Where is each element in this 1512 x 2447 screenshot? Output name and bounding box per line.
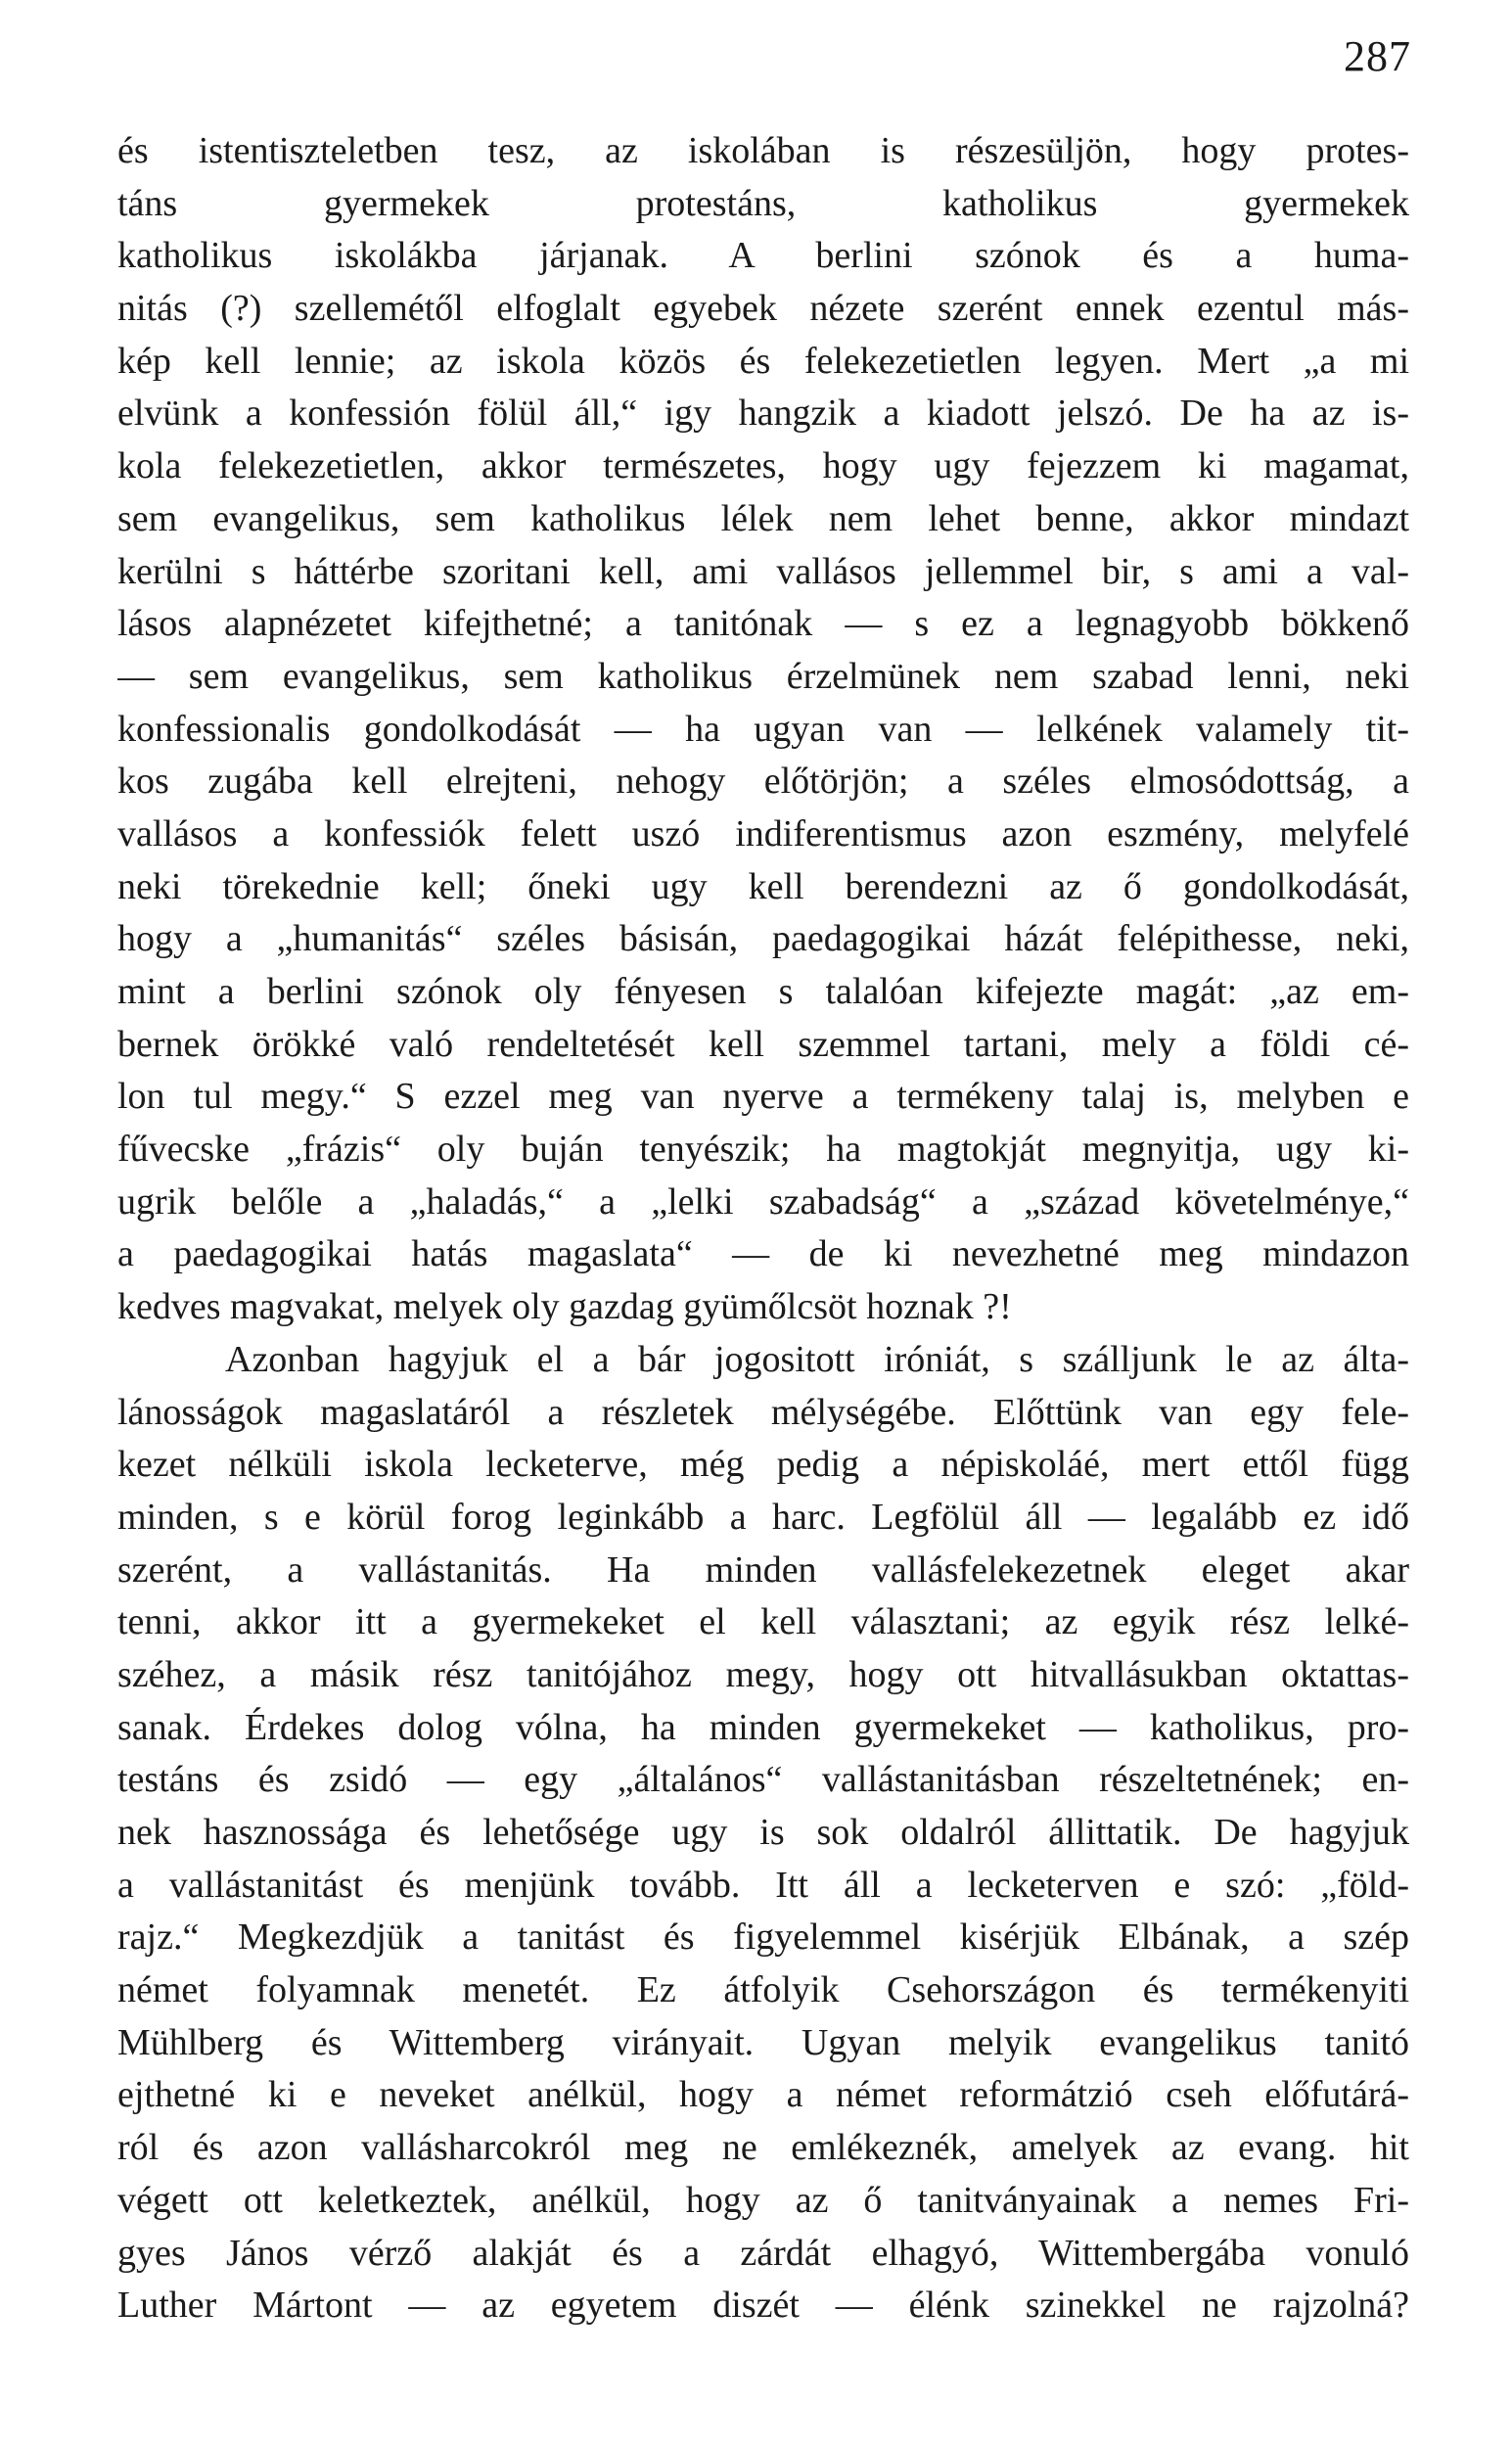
text-line: mint a berlini szónok oly fényesen s talalóan kifejezte magát: „az em- xyxy=(117,971,1409,1012)
text-line: bernek örökké való rendeltetését kell szemmel tartani, mely a földi cé- xyxy=(117,1023,1409,1065)
text-line: kerülni s háttérbe szoritani kell, ami vallásos jellemmel bir, s ami a val- xyxy=(117,550,1409,592)
text-line: széhez, a másik rész tanitójához megy, hogy ott hitvallásukban oktattas- xyxy=(117,1653,1409,1695)
page-number: 287 xyxy=(1344,32,1411,80)
text-line: sanak. Érdekes dolog vólna, ha minden gyermekeket — katholikus, pro- xyxy=(117,1706,1409,1748)
text-line: tenni, akkor itt a gyermekeket el kell választani; az egyik rész lelké- xyxy=(117,1601,1409,1643)
text-line: nitás (?) szellemétől elfoglalt egyebek nézete szerént ennek ezentul más- xyxy=(117,288,1409,330)
text-line: elvünk a konfessión fölül áll,“ igy hangzik a kiadott jelszó. De ha az is- xyxy=(117,392,1409,435)
text-line: — sem evangelikus, sem katholikus érzelmünek nem szabad lenni, neki xyxy=(117,655,1409,697)
text-line: minden, s e körül forog leginkább a harc. Legfölül áll — legalább ez idő xyxy=(117,1496,1409,1538)
text-line: lásos alapnézetet kifejthetné; a tanitónak — s ez a legnagyobb bökkenő xyxy=(117,603,1409,645)
text-line: Luther Mártont — az egyetem diszét — élénk szinekkel ne rajzolná? xyxy=(117,2285,1409,2327)
text-line: a paedagogikai hatás magaslata“ — de ki nevezhetné meg mindazon xyxy=(117,1233,1409,1275)
text-line: nek hasznossága és lehetősége ugy is sok oldalról állittatik. De hagyjuk xyxy=(117,1812,1409,1853)
text-line: a vallástanitást és menjünk tovább. Itt áll a lecketerven e szó: „föld- xyxy=(117,1864,1409,1906)
text-line: ról és azon vallásharcokról meg ne emlékeznék, amelyek az evang. hit xyxy=(117,2127,1409,2169)
text-line: ejthetné ki e neveket anélkül, hogy a német reformátzió cseh előfutárá- xyxy=(117,2074,1409,2116)
text-line: kedves magvakat, melyek oly gazdag gyümőlcsöt hoznak ?! xyxy=(117,1286,1012,1328)
text-line: ugrik belőle a „haladás,“ a „lelki szabadság“ a „század követelménye,“ xyxy=(117,1180,1409,1223)
text-line: Mühlberg és Wittemberg virányait. Ugyan melyik evangelikus tanitó xyxy=(117,2021,1409,2063)
text-line: gyes János vérző alakját és a zárdát elhagyó, Wittembergába vonuló xyxy=(117,2232,1409,2274)
text-line: kola felekezetietlen, akkor természetes, hogy ugy fejezzem ki magamat, xyxy=(117,445,1409,487)
text-line: sem evangelikus, sem katholikus lélek nem lehet benne, akkor mindazt xyxy=(117,497,1409,539)
text-line: táns gyermekek protestáns, katholikus gyermekek xyxy=(117,182,1409,224)
text-line: lánosságok magaslatáról a részletek mélységébe. Előttünk van egy fele- xyxy=(117,1391,1409,1433)
text-line: kép kell lennie; az iskola közös és felekezetietlen legyen. Mert „a mi xyxy=(117,340,1409,382)
text-line: fűvecske „frázis“ oly buján tenyészik; ha magtokját megnyitja, ugy ki- xyxy=(117,1129,1409,1171)
text-line: Azonban hagyjuk el a bár jogositott iróniát, s szálljunk le az álta- xyxy=(225,1338,1409,1380)
text-line: konfessionalis gondolkodását — ha ugyan van — lelkének valamely tit- xyxy=(117,708,1409,750)
body-text xyxy=(117,125,1409,2332)
text-line: német folyamnak menetét. Ez átfolyik Csehországon és termékenyiti xyxy=(117,1969,1409,2011)
text-line: kos zugába kell elrejteni, nehogy előtörjön; a széles elmosódottság, a xyxy=(117,761,1409,803)
text-line: vallásos a konfessiók felett uszó indiferentismus azon eszmény, melyfelé xyxy=(117,812,1409,854)
text-line: katholikus iskolákba járjanak. A berlini szónok és a huma- xyxy=(117,235,1409,277)
text-line: neki törekednie kell; őneki ugy kell berendezni az ő gondolkodását, xyxy=(117,865,1409,907)
text-line: szerént, a vallástanitás. Ha minden vallásfelekezetnek eleget akar xyxy=(117,1548,1409,1591)
text-line: és istentiszteletben tesz, az iskolában is részesüljön, hogy protes- xyxy=(117,130,1409,171)
text-line: testáns és zsidó — egy „általános“ vallástanitásban részeltetnének; en- xyxy=(117,1759,1409,1801)
text-line: rajz.“ Megkezdjük a tanitást és figyelemmel kisérjük Elbának, a szép xyxy=(117,1916,1409,1959)
text-line: kezet nélküli iskola lecketerve, még pedig a népiskoláé, mert ettől függ xyxy=(117,1444,1409,1486)
text-line: lon tul megy.“ S ezzel meg van nyerve a termékeny talaj is, melyben e xyxy=(117,1076,1409,1118)
text-line: hogy a „humanitás“ széles básisán, paedagogikai házát felépithesse, neki, xyxy=(117,918,1409,960)
text-line: végett ott keletkeztek, anélkül, hogy az ő tanitványainak a nemes Fri- xyxy=(117,2179,1409,2221)
